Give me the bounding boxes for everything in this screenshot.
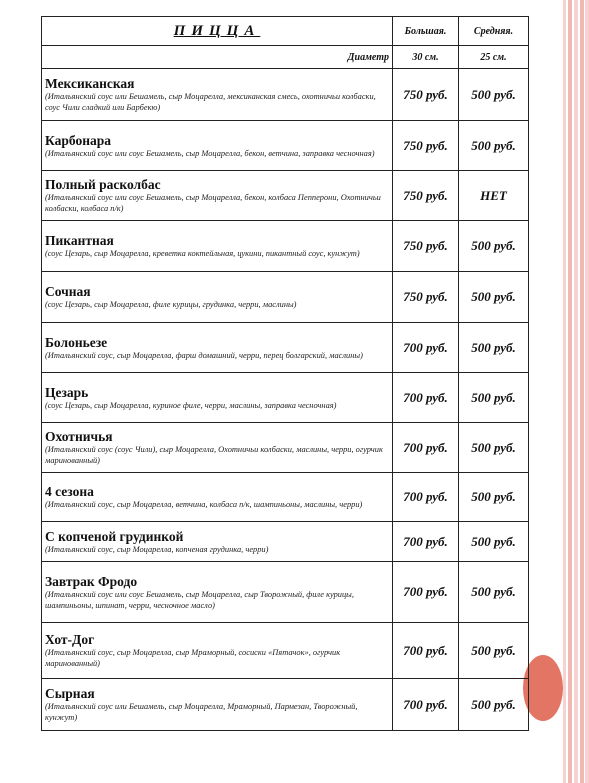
item-cell <box>42 121 393 171</box>
price-large: 700 руб. <box>393 679 459 731</box>
diameter-medium: 25 см. <box>459 46 529 69</box>
menu-row <box>42 171 529 221</box>
item-description: (соус Цезарь, сыр Моцарелла, куриное филе, черри, маслины, заправка чесночная) <box>45 400 337 410</box>
item-name: Сырная <box>45 686 95 701</box>
item-cell <box>42 522 393 562</box>
price-large: 700 руб. <box>393 473 459 522</box>
price-large: 750 руб. <box>393 221 459 272</box>
item-description: (Итальянский соус, сыр Моцарелла, сыр Мраморный, сосиски «Пятачок», огурчик маринованный) <box>45 648 341 668</box>
price-large: 750 руб. <box>393 171 459 221</box>
price-medium: 500 руб. <box>459 562 529 623</box>
item-cell <box>42 69 393 121</box>
price-large: 750 руб. <box>393 121 459 171</box>
decorative-side-stripes <box>563 0 589 783</box>
price-large: 700 руб. <box>393 522 459 562</box>
price-large: 700 руб. <box>393 373 459 423</box>
item-name: Завтрак Фродо <box>45 573 138 589</box>
item-cell <box>42 373 393 423</box>
price-medium: 500 руб. <box>459 473 529 522</box>
item-cell <box>42 623 393 679</box>
item-cell <box>42 171 393 221</box>
item-name: Охотничья <box>45 429 113 444</box>
item-name: Хот-Дог <box>45 632 95 647</box>
item-cell <box>42 679 393 731</box>
item-cell <box>42 562 393 623</box>
price-large: 750 руб. <box>393 69 459 121</box>
item-description: (Итальянский соус, сыр Моцарелла, фарш домашний, черри, перец болгарский, маслины) <box>45 350 363 360</box>
title-row <box>42 17 529 46</box>
menu-row <box>42 522 529 562</box>
price-medium: 500 руб. <box>459 373 529 423</box>
menu-row <box>42 121 529 171</box>
menu-row <box>42 221 529 272</box>
item-cell <box>42 272 393 323</box>
price-medium: 500 руб. <box>459 323 529 373</box>
menu-row <box>42 423 529 473</box>
price-medium: НЕТ <box>459 171 529 221</box>
item-name: С копченой грудинкой <box>45 528 184 544</box>
menu-row <box>42 323 529 373</box>
price-medium: 500 руб. <box>459 423 529 473</box>
diameter-large: 30 см. <box>393 46 459 69</box>
menu-title: ПИЦЦА <box>173 23 261 39</box>
item-description: (Итальянский соус или соус Бешамель, сыр Моцарелла, сыр Творожный, филе курицы, шампиньоны, шпинат, черри, чесночное масло) <box>45 589 354 610</box>
item-name: Полный расколбас <box>45 177 161 192</box>
item-description: (соус Цезарь, сыр Моцарелла, филе курицы, грудинка, черри, маслины) <box>45 300 297 309</box>
menu-row <box>42 679 529 731</box>
pizza-menu-table <box>41 16 529 731</box>
menu-row <box>42 373 529 423</box>
price-large: 700 руб. <box>393 562 459 623</box>
item-cell <box>42 423 393 473</box>
price-large: 750 руб. <box>393 272 459 323</box>
menu-row <box>42 562 529 623</box>
price-large: 700 руб. <box>393 323 459 373</box>
item-description: (Итальянский соус или Бешамель, сыр Моцарелла, Мраморный, Пармезан, Творожный, кунжут) <box>45 702 358 722</box>
item-name: Цезарь <box>45 384 89 400</box>
menu-row <box>42 69 529 121</box>
price-medium: 500 руб. <box>459 522 529 562</box>
item-description: (Итальянский соус или Бешамель, сыр Моцарелла, мексиканская смесь, охотничьи колбаски, соус Чили сладкий или Барбекю) <box>45 92 376 112</box>
item-name: Пикантная <box>45 233 114 248</box>
item-cell <box>42 473 393 522</box>
item-description: (Итальянский соус, сыр Моцарелла, копченая грудинка, черри) <box>45 544 269 554</box>
price-medium: 500 руб. <box>459 272 529 323</box>
price-medium: 500 руб. <box>459 679 529 731</box>
col-header-medium: Средняя. <box>459 17 529 46</box>
menu-row <box>42 473 529 522</box>
menu-row <box>42 623 529 679</box>
diameter-label: Диаметр <box>42 46 393 69</box>
price-large: 700 руб. <box>393 623 459 679</box>
menu-row <box>42 272 529 323</box>
decorative-circle <box>523 655 563 721</box>
item-description: (Итальянский соус, сыр Моцарелла, ветчина, колбаса п/к, шампиньоны, маслины, черри) <box>45 500 363 509</box>
item-name: Мексиканская <box>45 76 135 91</box>
item-description: (Итальянский соус или соус Бешамель, сыр Моцарелла, бекон, колбаса Пепперони, Охотничьи колбаски, колбаса п/к) <box>45 193 381 213</box>
item-name: 4 сезона <box>45 484 94 499</box>
price-medium: 500 руб. <box>459 623 529 679</box>
item-cell <box>42 221 393 272</box>
price-large: 700 руб. <box>393 423 459 473</box>
item-name: Карбонара <box>45 132 111 148</box>
col-header-large: Большая. <box>393 17 459 46</box>
item-description: (Итальянский соус (соус Чили), сыр Моцарелла, Охотничьи колбаски, маслины, черри, огурчик маринованный) <box>45 445 383 465</box>
price-medium: 500 руб. <box>459 221 529 272</box>
price-medium: 500 руб. <box>459 121 529 171</box>
item-description: (Итальянский соус или соус Бешамель, сыр Моцарелла, бекон, ветчина, заправка чесночная) <box>45 148 375 158</box>
item-name: Болоньезе <box>45 334 108 350</box>
item-name: Сочная <box>45 284 91 299</box>
item-description: (соус Цезарь, сыр Моцарелла, креветка коктейльная, цукини, пикантный соус, кунжут) <box>45 249 360 258</box>
price-medium: 500 руб. <box>459 69 529 121</box>
item-cell <box>42 323 393 373</box>
diameter-row <box>42 46 529 69</box>
